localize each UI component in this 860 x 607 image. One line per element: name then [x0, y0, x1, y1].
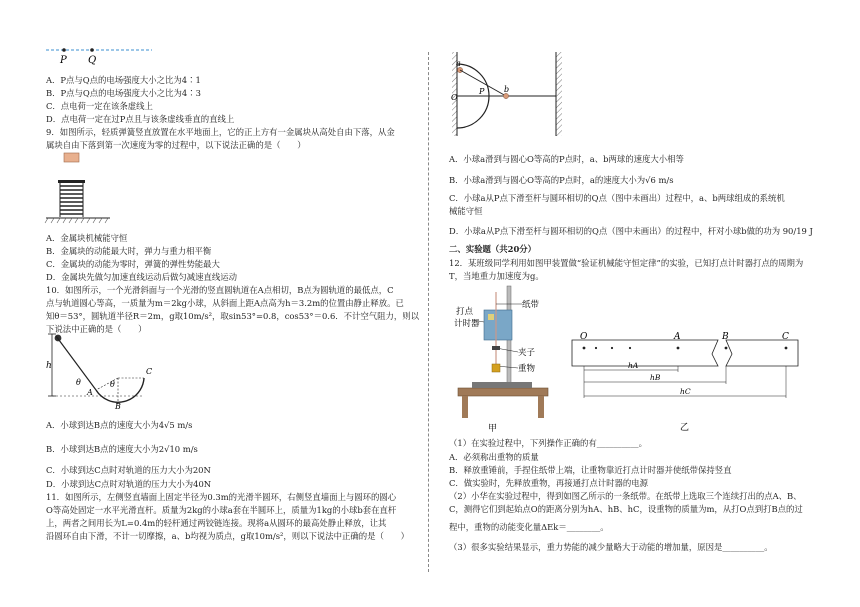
jia-caption: 甲 — [488, 424, 498, 434]
label-h: h — [46, 361, 52, 371]
spring-figure — [44, 150, 114, 228]
q12-part-3: （3）很多实验结果显示，重力势能的减少量略大于动能的增加量，原因是__________。 — [449, 542, 773, 552]
label-c: C — [146, 367, 153, 376]
timer-label-2: 计时器 — [454, 319, 480, 329]
yi-caption: 乙 — [680, 423, 690, 433]
q11-stem-line-2: O等高处固定一水平光滑直杆。质量为2kg的小球a套在半圆环上，质量为1kg的小球b套在直杆 — [46, 505, 397, 515]
tape-label-o: O — [580, 332, 588, 342]
timer-label-1: 打点 — [456, 307, 474, 317]
q9-stem-line-2: 属块自由下落到第一次速度为零的过程中，以下说法正确的是（ ） — [46, 140, 306, 150]
label-theta-1: θ — [76, 378, 81, 387]
q8-option-a: A．P点与Q点的电场强度大小之比为4∶1 — [46, 75, 201, 85]
label-a: A — [87, 388, 93, 397]
q12-stem-line-1: 12．某班级同学利用如图甲装置做“验证机械能守恒定律”的实验，已知打点计时器打点的周期为 — [449, 258, 804, 268]
field-line-figure — [44, 44, 156, 66]
label-b: B — [115, 402, 121, 410]
q11-option-c-line-2: 械能守恒 — [449, 206, 483, 216]
q9-option-b: B．金属块的动能最大时，弹力与重力相平衡 — [46, 246, 212, 256]
q10-stem-line-4: 下说法中正确的是（ ） — [46, 324, 147, 334]
q11-option-a: A．小球a滑到与圆心O等高的P点时，a、b两球的速度大小相等 — [449, 154, 684, 164]
q11-stem-line-3: 上，两者之间用长为L=0.4m的轻杆通过两铰链连接。现将a从圆环的最高处静止释放，让其 — [46, 518, 387, 528]
q8-option-d: D．点电荷一定在过P点且与该条虚线垂直的直线上 — [46, 114, 235, 124]
q12-part-2-line-3: 程中，重物的动能变化量ΔEk＝________。 — [449, 522, 609, 532]
dim-ha: hA — [628, 361, 639, 370]
q8-option-b: B．P点与Q点的电场强度大小之比为4∶3 — [46, 88, 201, 98]
section-title: 二、实验题（共20分） — [449, 244, 537, 254]
q9-option-d: D．金属块先做匀加速直线运动后做匀减速直线运动 — [46, 272, 237, 282]
tape-label-b: B — [722, 332, 729, 342]
q9-stem-line-1: 9．如图所示，轻质弹簧竖直放置在水平地面上，它的正上方有一金属块从高处自由下落，从金 — [46, 127, 395, 137]
q10-option-c: C．小球到达C点时对轨道的压力大小为20N — [46, 465, 211, 475]
q10-option-a: A．小球到达B点的速度大小为4√5 m/s — [46, 420, 193, 430]
label-q: Q — [88, 55, 97, 66]
paper-tape-figure — [568, 330, 804, 434]
q11-option-d: D．小球a从P点下滑至杆与圆环相切的Q点（图中未画出）的过程中，杆对小球b做的功为 90/19 J — [449, 226, 813, 236]
q12-stem-line-2: T，当地重力加速度为g。 — [449, 271, 544, 281]
q12-part-1-option-c: C．做实验时，先释放重物，再接通打点计时器的电源 — [449, 478, 649, 488]
q10-stem-line-2: 点与轨道圆心等高，一质量为m＝2kg小球，从斜面上距A点高为h＝3.2m的位置由静止释放。已 — [46, 298, 404, 308]
q10-option-d: D．小球到达C点时对轨道的压力大小为40N — [46, 479, 212, 489]
q12-part-1-option-a: A．必须称出重物的质量 — [449, 452, 539, 462]
dim-hc: hC — [680, 387, 691, 396]
label-p-point: P — [479, 87, 485, 96]
label-o: O — [451, 93, 458, 102]
q11-option-c-line-1: C．小球a从P点下滑至杆与圆环相切的Q点（图中未画出）过程中，a、b两球组成的系统机 — [449, 193, 785, 203]
q11-stem-line-4: 沿圆环自由下滑，不计一切摩擦，a、b均视为质点，g取10m/s²，则以下说法中正确的是（ ） — [46, 531, 410, 541]
q11-option-b: B．小球a滑到与圆心O等高的P点时，a的速度大小为√6 m/s — [449, 175, 674, 185]
q11-stem-line-1: 11．如图所示，左侧竖直墙面上固定半径为0.3m的光滑半圆环，右侧竖直墙面上与圆环的圆心 — [46, 492, 397, 502]
q12-part-1: （1）在实验过程中，下列操作正确的有__________。 — [449, 438, 647, 448]
ring-rod-figure — [446, 48, 576, 138]
q12-part-1-option-b: B．释放重锤前，手捏住纸带上端，让重物靠近打点计时器并使纸带保持竖直 — [449, 465, 732, 475]
weight-label: 重物 — [518, 364, 536, 374]
dim-hb: hB — [650, 373, 661, 382]
q9-option-c: C．金属块的动能为零时，弹簧的弹性势能最大 — [46, 259, 220, 269]
q10-option-b: B．小球到达B点的速度大小为2√10 m/s — [46, 444, 198, 454]
clip-label: 夹子 — [518, 348, 536, 358]
apparatus-figure — [452, 284, 552, 434]
tape-label-c: C — [782, 332, 789, 342]
incline-track-figure — [44, 332, 154, 410]
label-a-ball: a — [456, 59, 461, 68]
q10-stem-line-1: 10．如图所示，一个光滑斜面与一个光滑的竖直圆轨道在A点相切，B点为圆轨道的最低点，C — [46, 285, 394, 295]
tape-label-a: A — [674, 332, 681, 342]
q12-part-2-line-2: C，测得它们到起始点O的距离分别为hA、hB、hC，设重物的质量为m，从打O点到打B点的过 — [449, 504, 803, 514]
label-b-ball: b — [504, 85, 510, 94]
label-theta-2: θ — [110, 380, 115, 389]
tape-label: 纸带 — [522, 300, 540, 310]
label-p: P — [60, 55, 67, 66]
q12-part-2-line-1: （2）小华在实验过程中，得到如图乙所示的一条纸带。在纸带上选取三个连续打出的点A、B、 — [449, 491, 802, 501]
q8-option-c: C．点电荷一定在该条虚线上 — [46, 101, 153, 111]
q9-option-a: A．金属块机械能守恒 — [46, 233, 128, 243]
q10-stem-line-3: 知θ＝53°，圆轨道半径R＝2m，g取10m/s²，取sin53°=0.8，cos53°＝0.6．不计空气阻力，则以 — [46, 311, 420, 321]
column-divider — [428, 52, 429, 572]
